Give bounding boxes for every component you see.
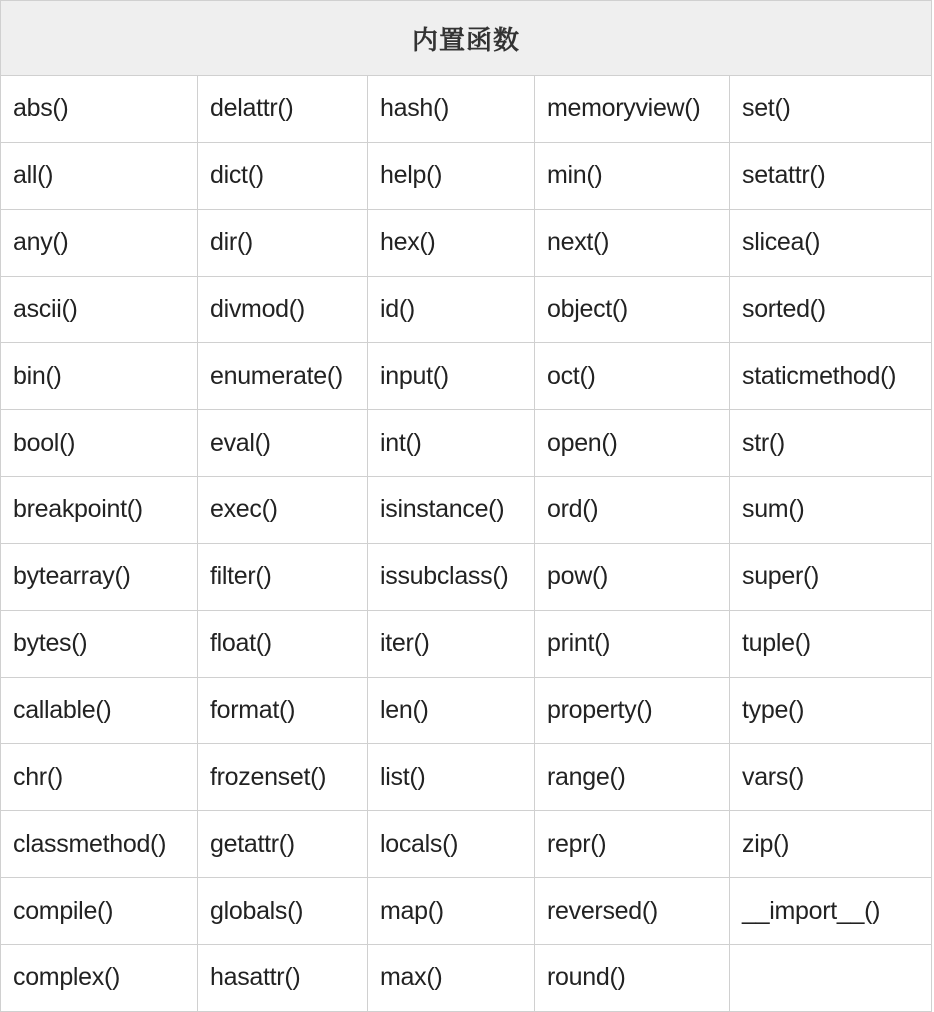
table-row [1, 944, 932, 1011]
function-cell: help() [368, 142, 535, 209]
function-cell: getattr() [198, 811, 368, 878]
function-cell: reversed() [535, 878, 730, 945]
function-cell: bool() [1, 410, 198, 477]
function-cell: issubclass() [368, 543, 535, 610]
function-cell: staticmethod() [730, 343, 932, 410]
function-cell: compile() [1, 878, 198, 945]
function-cell: type() [730, 677, 932, 744]
table-title: 内置函数 [1, 1, 932, 76]
function-cell: divmod() [198, 276, 368, 343]
table-row [1, 76, 932, 143]
function-cell: abs() [1, 76, 198, 143]
function-cell: __import__() [730, 878, 932, 945]
function-cell: isinstance() [368, 477, 535, 544]
function-cell: range() [535, 744, 730, 811]
table-row [1, 276, 932, 343]
function-cell: set() [730, 76, 932, 143]
function-cell: dir() [198, 209, 368, 276]
function-cell: slicea() [730, 209, 932, 276]
function-cell: sum() [730, 477, 932, 544]
function-cell: id() [368, 276, 535, 343]
function-cell: setattr() [730, 142, 932, 209]
function-cell: hash() [368, 76, 535, 143]
function-cell: complex() [1, 944, 198, 1011]
function-cell: classmethod() [1, 811, 198, 878]
function-cell: tuple() [730, 610, 932, 677]
function-cell: filter() [198, 543, 368, 610]
function-cell: breakpoint() [1, 477, 198, 544]
function-cell: round() [535, 944, 730, 1011]
function-cell: delattr() [198, 76, 368, 143]
function-cell: ascii() [1, 276, 198, 343]
function-cell: all() [1, 142, 198, 209]
table-row [1, 142, 932, 209]
function-cell: ord() [535, 477, 730, 544]
function-cell: min() [535, 142, 730, 209]
function-cell: max() [368, 944, 535, 1011]
table-body [1, 76, 932, 1012]
function-cell: super() [730, 543, 932, 610]
function-cell: eval() [198, 410, 368, 477]
table-row [1, 677, 932, 744]
function-cell: bin() [1, 343, 198, 410]
function-cell: int() [368, 410, 535, 477]
table-row [1, 343, 932, 410]
function-cell: repr() [535, 811, 730, 878]
function-cell: input() [368, 343, 535, 410]
empty-cell [730, 944, 932, 1011]
function-cell: frozenset() [198, 744, 368, 811]
function-cell: any() [1, 209, 198, 276]
table-row [1, 543, 932, 610]
table-row [1, 410, 932, 477]
table-row [1, 811, 932, 878]
function-cell: list() [368, 744, 535, 811]
table-row [1, 209, 932, 276]
function-cell: locals() [368, 811, 535, 878]
function-cell: sorted() [730, 276, 932, 343]
function-cell: chr() [1, 744, 198, 811]
function-cell: property() [535, 677, 730, 744]
function-cell: oct() [535, 343, 730, 410]
function-cell: str() [730, 410, 932, 477]
function-cell: zip() [730, 811, 932, 878]
function-cell: iter() [368, 610, 535, 677]
table-row [1, 878, 932, 945]
function-cell: exec() [198, 477, 368, 544]
function-cell: pow() [535, 543, 730, 610]
function-cell: len() [368, 677, 535, 744]
function-cell: hex() [368, 209, 535, 276]
function-cell: object() [535, 276, 730, 343]
function-cell: map() [368, 878, 535, 945]
function-cell: memoryview() [535, 76, 730, 143]
table-row [1, 744, 932, 811]
table-row [1, 610, 932, 677]
function-cell: bytearray() [1, 543, 198, 610]
function-cell: callable() [1, 677, 198, 744]
function-cell: float() [198, 610, 368, 677]
function-cell: bytes() [1, 610, 198, 677]
function-cell: format() [198, 677, 368, 744]
function-cell: print() [535, 610, 730, 677]
function-cell: hasattr() [198, 944, 368, 1011]
function-cell: open() [535, 410, 730, 477]
function-cell: dict() [198, 142, 368, 209]
table-header-row [1, 1, 932, 76]
function-cell: enumerate() [198, 343, 368, 410]
function-cell: next() [535, 209, 730, 276]
table-row [1, 477, 932, 544]
function-cell: globals() [198, 878, 368, 945]
function-cell: vars() [730, 744, 932, 811]
